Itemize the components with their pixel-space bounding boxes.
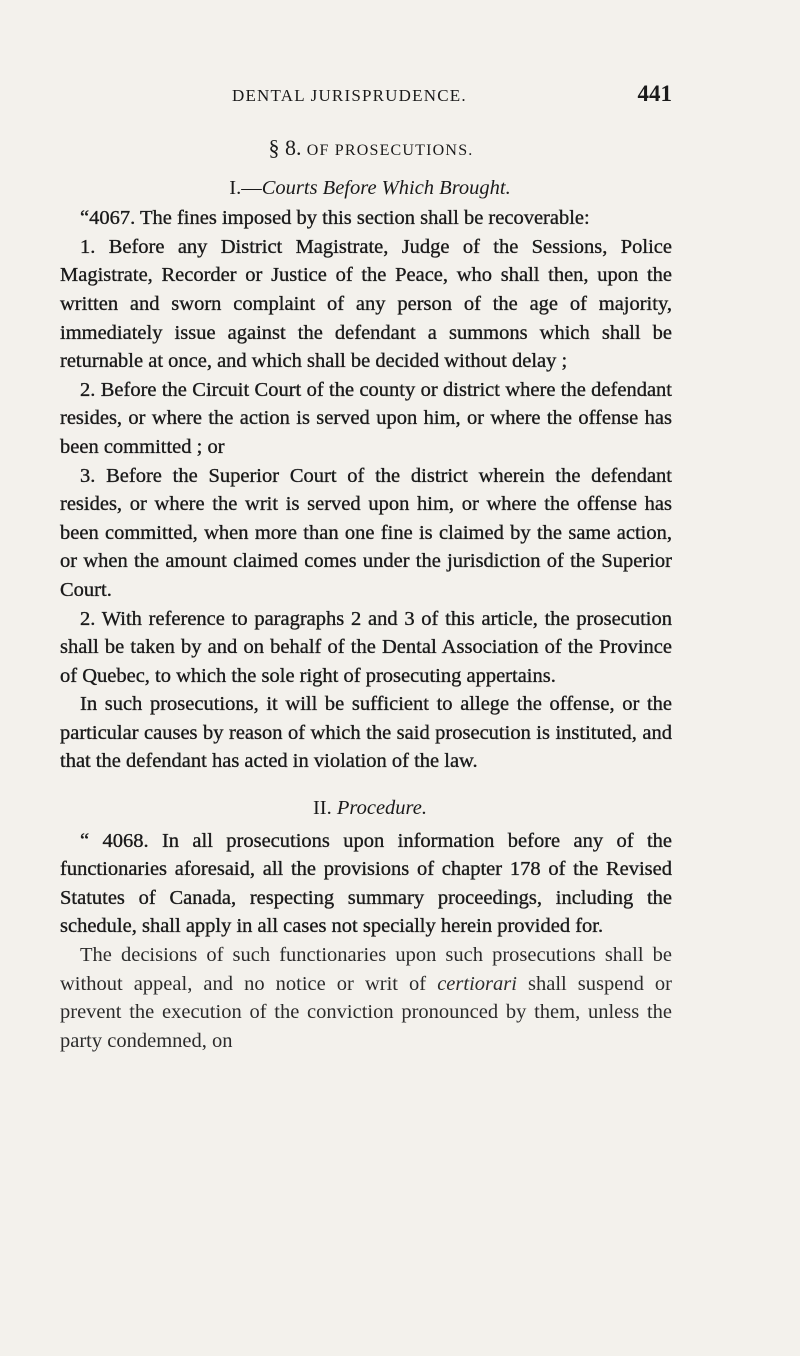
subheading-title: Procedure. [336,797,428,820]
subheading-courts [60,174,672,203]
subheading-title: Courts Before Which Brought. [261,176,511,199]
section-heading [60,134,672,166]
paragraph-allegation: In such prosecutions, it will be sufficient to allege the offense, or the particular causes by reason of which the said prosecution is instituted, and that the defendant has acted in violation of the law. [60,693,672,773]
paragraph-item-1: 1. Before any District Magistrate, Judge of the Sessions, Police Magistrate, Recorder or Justice of the Peace, who shall then, upon the written and sworn complaint of any person of the age of majority, immediately issue against the defendant a summons which shall be returnable at once, and which shall be decided without delay ; [60,235,672,373]
subheading-procedure [60,794,672,823]
subheading-numeral: I.— [229,176,262,199]
paragraph-item-3: 3. Before the Superior Court of the district wherein the defendant resides, or where the writ is served upon him, or where the offense has been committed, when more than one fine is claimed by the same action, or when the amount claimed comes under the jurisdiction of the Superior Court. [60,464,672,601]
body-text [60,128,672,1055]
paragraph-decisions [60,941,672,1055]
article-4068: “ 4068. In all prosecutions upon information before any of the functionaries aforesaid, all the provisions of chapter 178 of the Revised Statutes of Canada, respecting summary proceedings, including the schedule, shall apply in all cases not specially herein provided for. [60,829,672,938]
section-number: § 8. [268,135,302,160]
section-title: OF PROSECUTIONS. [306,142,474,159]
paragraph-item-2: 2. Before the Circuit Court of the county or district where the defendant resides, or where the action is served upon him, or where the offense has been committed ; or [60,378,672,458]
page-header [232,81,672,110]
certiorari-term: certiorari [437,972,517,995]
running-head: DENTAL JURISPRUDENCE. [232,86,467,105]
paragraph-reference: 2. With reference to paragraphs 2 and 3 of this article, the prosecution shall be taken by and on behalf of the Dental Association of the Province of Quebec, to which the sole right of prosecuting appertains. [60,607,672,687]
subheading-numeral: II. [312,797,332,820]
decisions-text-end: shall suspend or prevent the execution of the conviction pronounced by them, unless the party condemned, on [60,972,672,1052]
article-4067: “4067. The fines imposed by this section shall be recoverable: [80,207,590,230]
decisions-text-start: The decisions of such functionaries upon such prosecutions shall be without appeal, and no notice or writ of [60,944,672,995]
page-number: 441 [637,81,672,106]
